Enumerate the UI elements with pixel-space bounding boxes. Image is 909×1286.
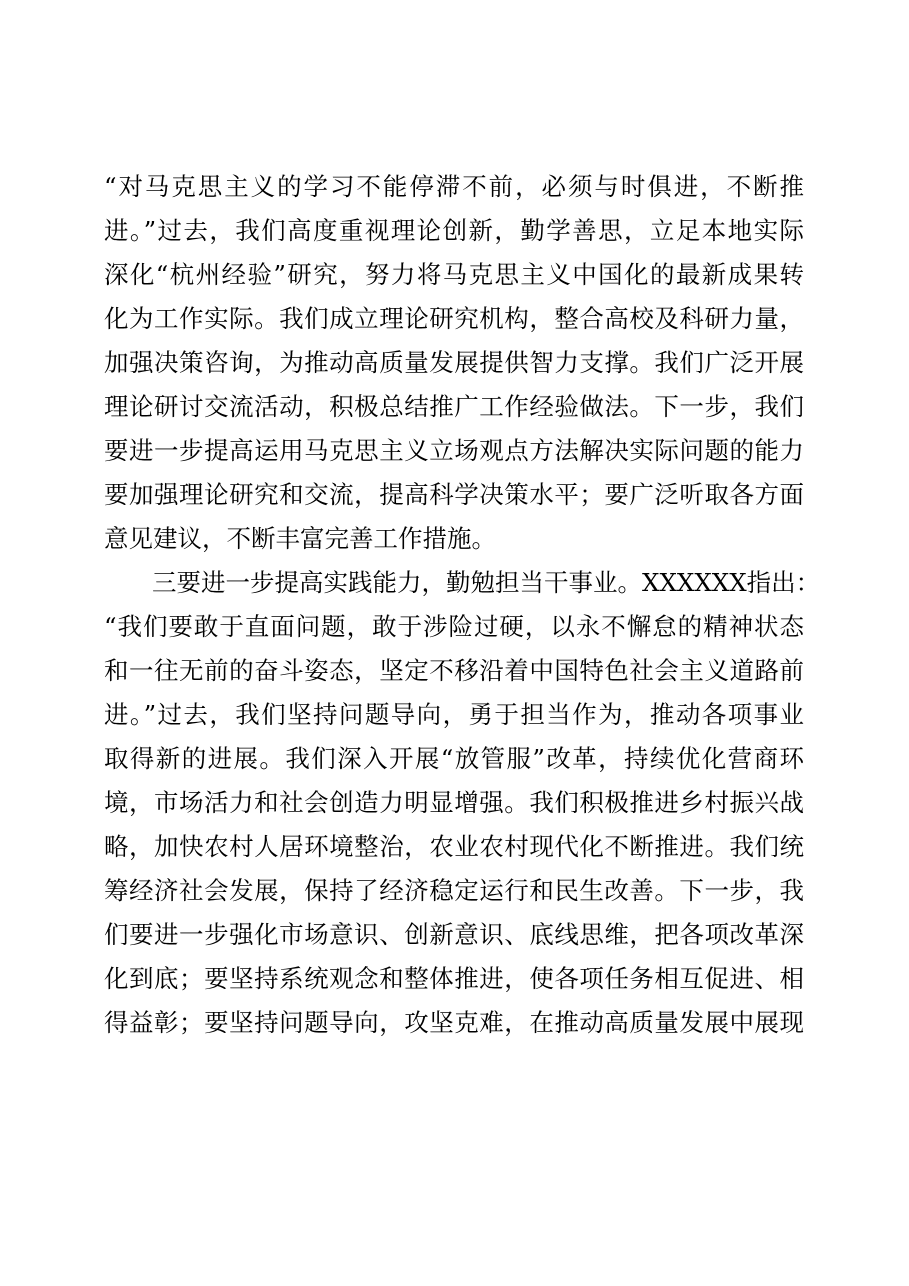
- paragraph2-line-2: “我们要敢于直面问题，敢于涉险过硬，以永不懈怠的精神状态: [104, 612, 804, 641]
- paragraph2-line-6: 境，市场活力和社会创造力明显增强。我们积极推进乡村振兴战: [104, 788, 804, 817]
- paragraph2-line-7: 略，加快农村人居环境整治，农业农村现代化不断推进。我们统: [104, 832, 804, 861]
- paragraph1-line-7: 要进一步提高运用马克思主义立场观点方法解决实际问题的能力: [104, 436, 804, 465]
- paragraph1-line-1: “对马克思主义的学习不能停滞不前，必须与时俱进，不断推: [104, 172, 804, 201]
- paragraph2-line-1: 三要进一步提高实践能力，勤勉担当干事业。XXXXXX指出：: [152, 568, 821, 597]
- paragraph2-line-3: 和一往无前的奋斗姿态，坚定不移沿着中国特色社会主义道路前: [104, 656, 804, 685]
- paragraph1-line-2: 进。”过去，我们高度重视理论创新，勤学善思，立足本地实际: [104, 216, 804, 245]
- paragraph1-line-6: 理论研讨交流活动，积极总结推广工作经验做法。下一步，我们: [104, 392, 804, 421]
- paragraph1-line-5: 加强决策咨询，为推动高质量发展提供智力支撑。我们广泛开展: [104, 348, 804, 377]
- paragraph1-line-8: 要加强理论研究和交流，提高科学决策水平；要广泛听取各方面: [104, 480, 804, 509]
- paragraph1-line-9: 意见建议，不断丰富完善工作措施。: [104, 524, 496, 553]
- paragraph1-line-3: 深化“杭州经验”研究，努力将马克思主义中国化的最新成果转: [104, 260, 804, 289]
- paragraph2-line-8: 筹经济社会发展，保持了经济稳定运行和民生改善。下一步，我: [104, 876, 804, 905]
- paragraph2-line-4: 进。”过去，我们坚持问题导向，勇于担当作为，推动各项事业: [104, 700, 804, 729]
- paragraph1-line-4: 化为工作实际。我们成立理论研究机构，整合高校及科研力量，: [104, 304, 804, 333]
- paragraph2-line-11: 得益彰；要坚持问题导向，攻坚克难，在推动高质量发展中展现: [104, 1008, 804, 1037]
- paragraph2-line-5: 取得新的进展。我们深入开展“放管服”改革，持续优化营商环: [104, 744, 804, 773]
- paragraph2-line-9: 们要进一步强化市场意识、创新意识、底线思维，把各项改革深: [104, 920, 804, 949]
- paragraph2-line-10: 化到底；要坚持系统观念和整体推进，使各项任务相互促进、相: [104, 964, 804, 993]
